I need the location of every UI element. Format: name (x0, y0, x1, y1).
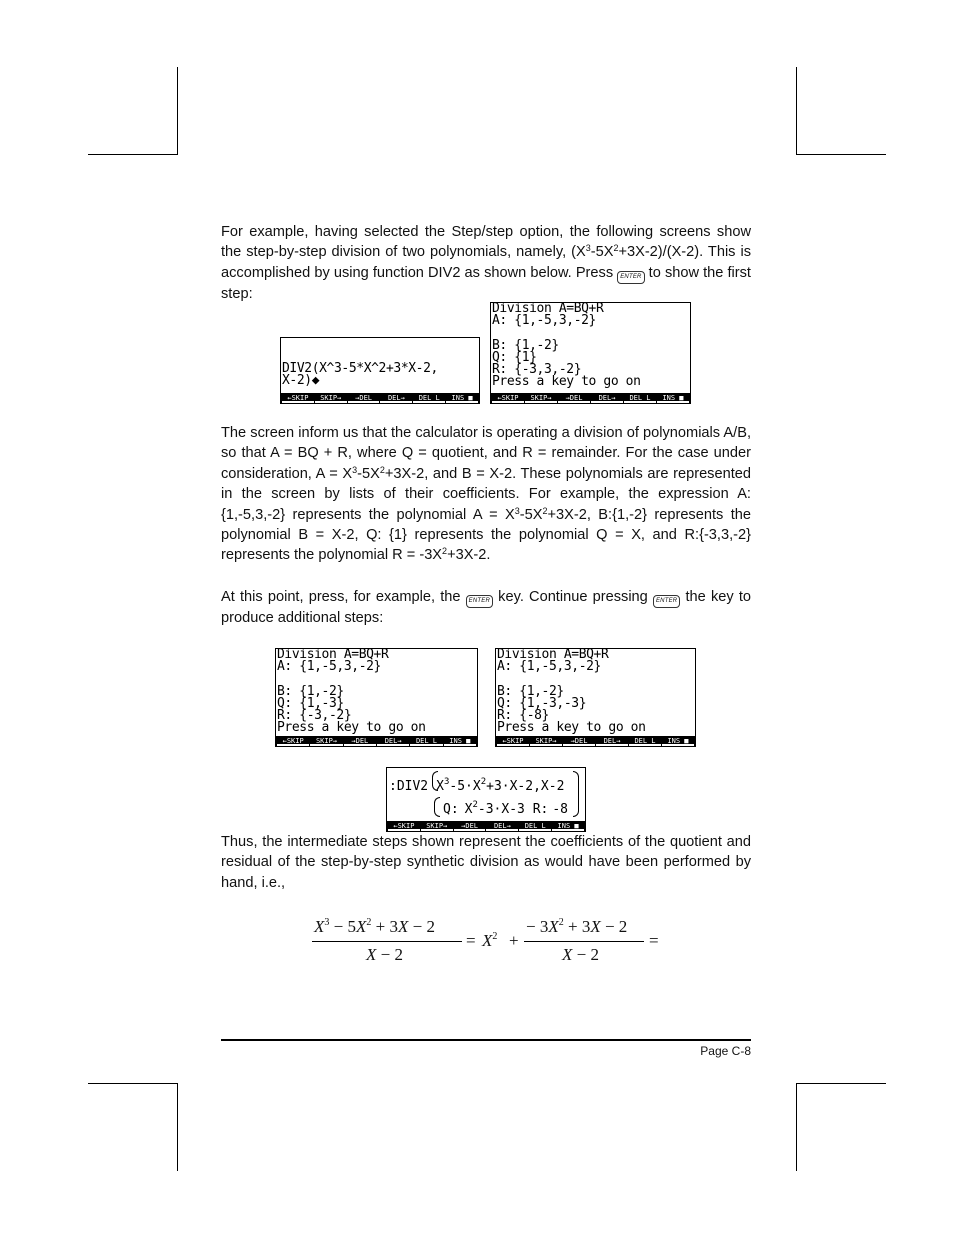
screen-line: B: {1,-2} (497, 683, 564, 699)
screen-line: Q: {1,-3,-3} (497, 695, 587, 711)
screen-line: DIV2(X^3-5*X^2+3*X-2, (282, 361, 438, 376)
screen-line: X-2)◆ (282, 373, 320, 389)
crop-mark-bottom-right-horizontal (796, 1083, 886, 1084)
quotient-term: $X^2$ (482, 931, 498, 950)
softkey-skip-left: ←SKIP (388, 821, 420, 831)
paragraph-synthetic-division: Thus, the intermediate steps shown represent the coefficients of the quotient and residual of the step-by-step synthetic division as would have been performed by hand, i.e., (221, 834, 751, 891)
calculator-screen-result (386, 767, 586, 832)
softkey-skip-left: ←SKIP (282, 393, 314, 403)
calculator-screen-step-3 (495, 648, 696, 747)
softkey-del-left: →DEL (344, 736, 376, 746)
equals-2: = (649, 931, 659, 950)
equals-1: = (466, 931, 476, 950)
paragraph-explanation: The screen inform us that the calculator is operating a division of polynomials A/B, so that A = BQ + R, where Q = quotient, and R = remainder. For the case under consideration, $A = X^3-5X^2+3X-2$, and B = X-2. These polynomials are represented in the screen by lists of their coefficients. For example, the expression A: {1,-5,3,-2} represents the polynomial $A = X^3-5X^2+3X-2$, B:{1,-2} represents the polynomial B = X-2, Q: {1} represents the polynomial Q = X, and R:{-3,3,-2} represents the polynomial $R = -3X^2+3X-2$. (221, 425, 751, 564)
softkey-ins: INS ■ (446, 393, 478, 403)
screen-line: A: {1,-5,3,-2} (277, 659, 381, 675)
softkey-del-right: DEL→ (486, 821, 518, 831)
softkey-del-left: →DEL (563, 736, 595, 746)
result-row-1: :DIV2 $X^3-5\cdot X^2+3\cdot X-2,X-2$ (389, 777, 565, 794)
plus-sign: + (509, 931, 519, 950)
softkey-menu (496, 736, 695, 746)
crop-mark-bottom-left-vertical (177, 1083, 178, 1171)
enter-key-icon: ENTER (466, 595, 493, 608)
screen-line: R: {-3,3,-2} (492, 361, 582, 377)
crop-mark-top-right-vertical (796, 67, 797, 155)
enter-key-icon: ENTER (653, 595, 680, 608)
open-paren (434, 797, 440, 817)
softkey-ins: INS ■ (552, 821, 584, 831)
softkey-del-left: →DEL (558, 393, 590, 403)
footer-rule (221, 1039, 751, 1041)
softkey-skip-right: SKIP→ (315, 393, 347, 403)
softkey-del-left: →DEL (454, 821, 486, 831)
screen-line: Division A=BQ+R (277, 648, 389, 662)
numerator-2: − $3X^2 + 3X - 2$ (526, 917, 628, 936)
screen-line: Q: {1} (492, 349, 537, 365)
screen-line: Q: {1,-3} (277, 695, 344, 711)
division-formula (300, 915, 680, 975)
softkey-del-l: DEL L (413, 393, 445, 403)
enter-key-icon: ENTER (617, 271, 644, 284)
softkey-del-l: DEL L (519, 821, 551, 831)
screen-line: Press a key to go on (277, 720, 426, 736)
paragraph-continue: At this point, press, for example, the ENTER key. Continue pressing ENTER the key to produce additional steps: (221, 589, 751, 626)
crop-mark-bottom-left-horizontal (88, 1083, 178, 1084)
screen-line: Division A=BQ+R (492, 302, 604, 316)
softkey-del-right: DEL→ (596, 736, 628, 746)
softkey-skip-right: SKIP→ (525, 393, 557, 403)
softkey-ins: INS ■ (662, 736, 694, 746)
fraction-bar-1 (312, 941, 462, 942)
crop-mark-top-right-horizontal (796, 154, 886, 155)
softkey-menu (276, 736, 477, 746)
fraction-bar-2 (524, 941, 644, 942)
paragraph-intro: For example, having selected the Step/step option, the following screens show the step-by-step division of two polynomials, namely, $(X^3-5X^2+3X-2)/(X-2)$. This is accomplished by using function DIV2 as shown below. Press ENTER to show the first step: (221, 224, 751, 302)
close-paren (573, 771, 579, 817)
softkey-menu (281, 393, 479, 403)
page-number: Page C-8 (700, 1044, 751, 1058)
calculator-screen-step-2 (275, 648, 478, 747)
softkey-menu (491, 393, 690, 403)
screen-line: A: {1,-5,3,-2} (497, 659, 601, 675)
screen-line: B: {1,-2} (492, 337, 559, 353)
softkey-ins: INS ■ (657, 393, 689, 403)
screen-line: Press a key to go on (492, 374, 641, 390)
crop-mark-bottom-right-vertical (796, 1083, 797, 1171)
result-row-2: Q: $X^2-3\cdot X-3$ R: -8 (443, 800, 569, 817)
softkey-del-right: DEL→ (380, 393, 412, 403)
softkey-ins: INS ■ (444, 736, 476, 746)
softkey-del-l: DEL L (624, 393, 656, 403)
screen-line: B: {1,-2} (277, 683, 344, 699)
softkey-del-left: →DEL (348, 393, 380, 403)
screen-line: A: {1,-5,3,-2} (492, 313, 596, 329)
screen-line: R: {-8} (497, 707, 549, 723)
softkey-skip-right: SKIP→ (530, 736, 562, 746)
calculator-screen-step-1 (490, 302, 691, 404)
softkey-del-l: DEL L (410, 736, 442, 746)
numerator-1: $X^3 - 5X^2 + 3X - 2$ (314, 917, 435, 936)
screen-line: Press a key to go on (497, 720, 646, 736)
denominator-1: X − 2 (366, 945, 403, 964)
screen-line: R: {-3,-2} (277, 707, 352, 723)
softkey-skip-right: SKIP→ (421, 821, 453, 831)
softkey-skip-left: ←SKIP (492, 393, 524, 403)
softkey-del-right: DEL→ (591, 393, 623, 403)
calculator-screen-div2-input (280, 337, 480, 404)
softkey-del-l: DEL L (629, 736, 661, 746)
crop-mark-top-left-horizontal (88, 154, 178, 155)
softkey-menu (387, 821, 585, 831)
softkey-del-right: DEL→ (377, 736, 409, 746)
softkey-skip-left: ←SKIP (277, 736, 309, 746)
softkey-skip-right: SKIP→ (310, 736, 342, 746)
crop-mark-top-left-vertical (177, 67, 178, 155)
denominator-2: X − 2 (562, 945, 599, 964)
screen-line: Division A=BQ+R (497, 648, 609, 662)
softkey-skip-left: ←SKIP (497, 736, 529, 746)
